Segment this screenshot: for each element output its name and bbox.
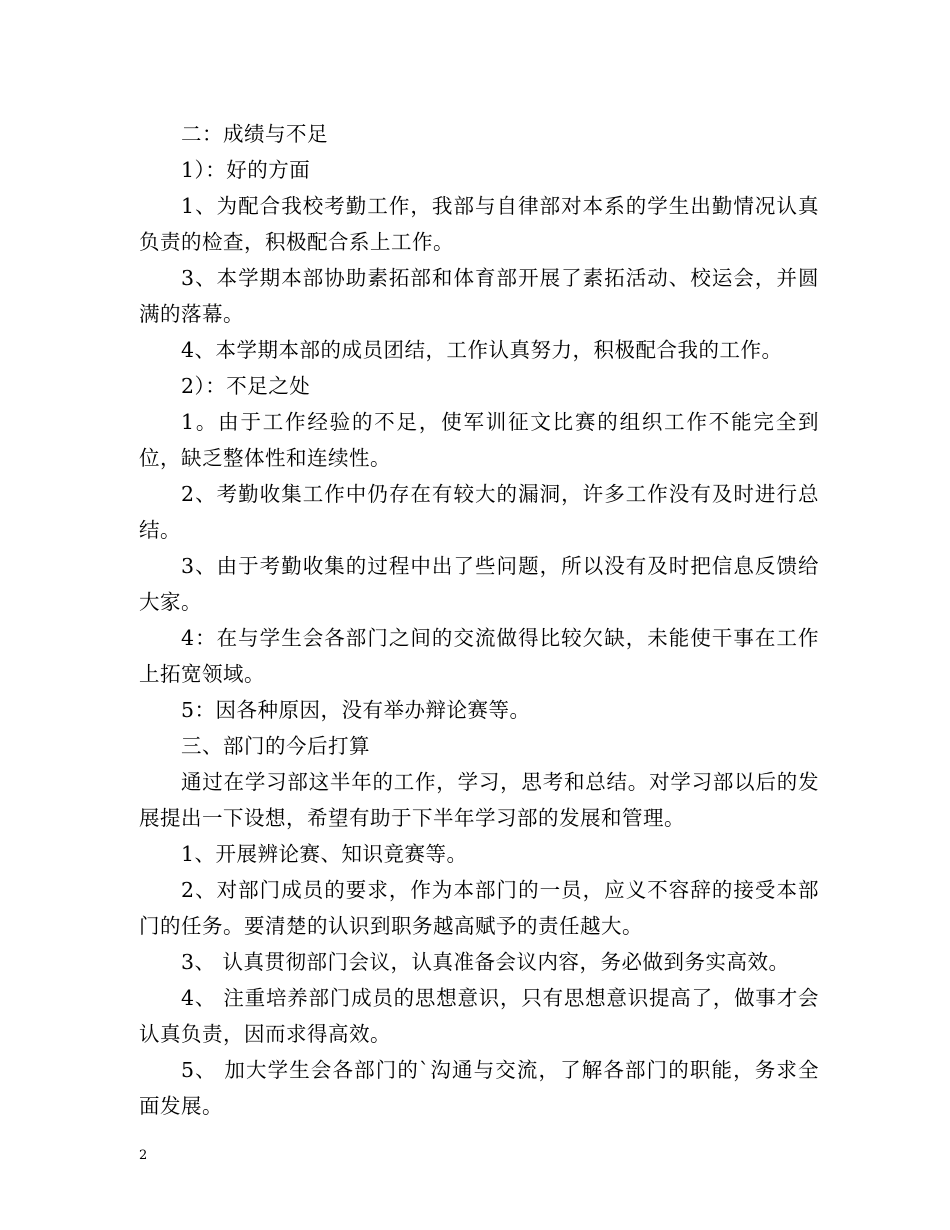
paragraph-shortcoming-5: 5：因各种原因，没有举办辩论赛等。: [181, 698, 531, 722]
paragraph-shortcoming-1: 1。由于工作经验的不足，使军训征文比赛的组织工作不能完全到位，缺乏整体性和连续性。: [139, 410, 819, 470]
subheading-shortcomings: 2）：不足之处: [181, 374, 311, 398]
section-heading-achievements: 二：成绩与不足: [181, 122, 328, 146]
paragraph-good-1: 1、为配合我校考勤工作，我部与自律部对本系的学生出勤情况认真负责的检查，积极配合系上工作。: [139, 194, 819, 254]
page-number: 2: [139, 1148, 148, 1163]
paragraph-shortcoming-3: 3、由于考勤收集的过程中出了些问题，所以没有及时把信息反馈给大家。: [139, 554, 819, 614]
paragraph-plan-5: 5、 加大学生会各部门的`沟通与交流，了解各部门的职能，务求全面发展。: [139, 1058, 819, 1118]
subheading-good-aspects: 1）：好的方面: [181, 158, 311, 182]
paragraph-good-3: 3、本学期本部协助素拓部和体育部开展了素拓活动、校运会，并圆满的落幕。: [139, 266, 819, 326]
section-heading-future-plans: 三、部门的今后打算: [181, 734, 370, 758]
paragraph-plan-2: 2、对部门成员的要求，作为本部门的一员，应义不容辞的接受本部门的任务。要清楚的认识到职务越高赋予的责任越大。: [139, 878, 819, 938]
paragraph-good-4: 4、本学期本部的成员团结，工作认真努力，积极配合我的工作。: [181, 338, 783, 362]
paragraph-shortcoming-2: 2、考勤收集工作中仍存在有较大的漏洞，许多工作没有及时进行总结。: [139, 482, 819, 542]
paragraph-shortcoming-4: 4：在与学生会各部门之间的交流做得比较欠缺，未能使干事在工作上拓宽领域。: [139, 626, 819, 686]
document-body: [139, 116, 819, 1124]
paragraph-plan-1: 1、开展辨论赛、知识竟赛等。: [181, 842, 468, 866]
paragraph-plan-3: 3、 认真贯彻部门会议，认真准备会议内容，务必做到务实高效。: [181, 950, 790, 974]
paragraph-plans-intro: 通过在学习部这半年的工作，学习，思考和总结。对学习部以后的发展提出一下设想，希望有助于下半年学习部的发展和管理。: [139, 770, 819, 830]
paragraph-plan-4: 4、 注重培养部门成员的思想意识，只有思想意识提高了，做事才会认真负责，因而求得高效。: [139, 986, 819, 1046]
